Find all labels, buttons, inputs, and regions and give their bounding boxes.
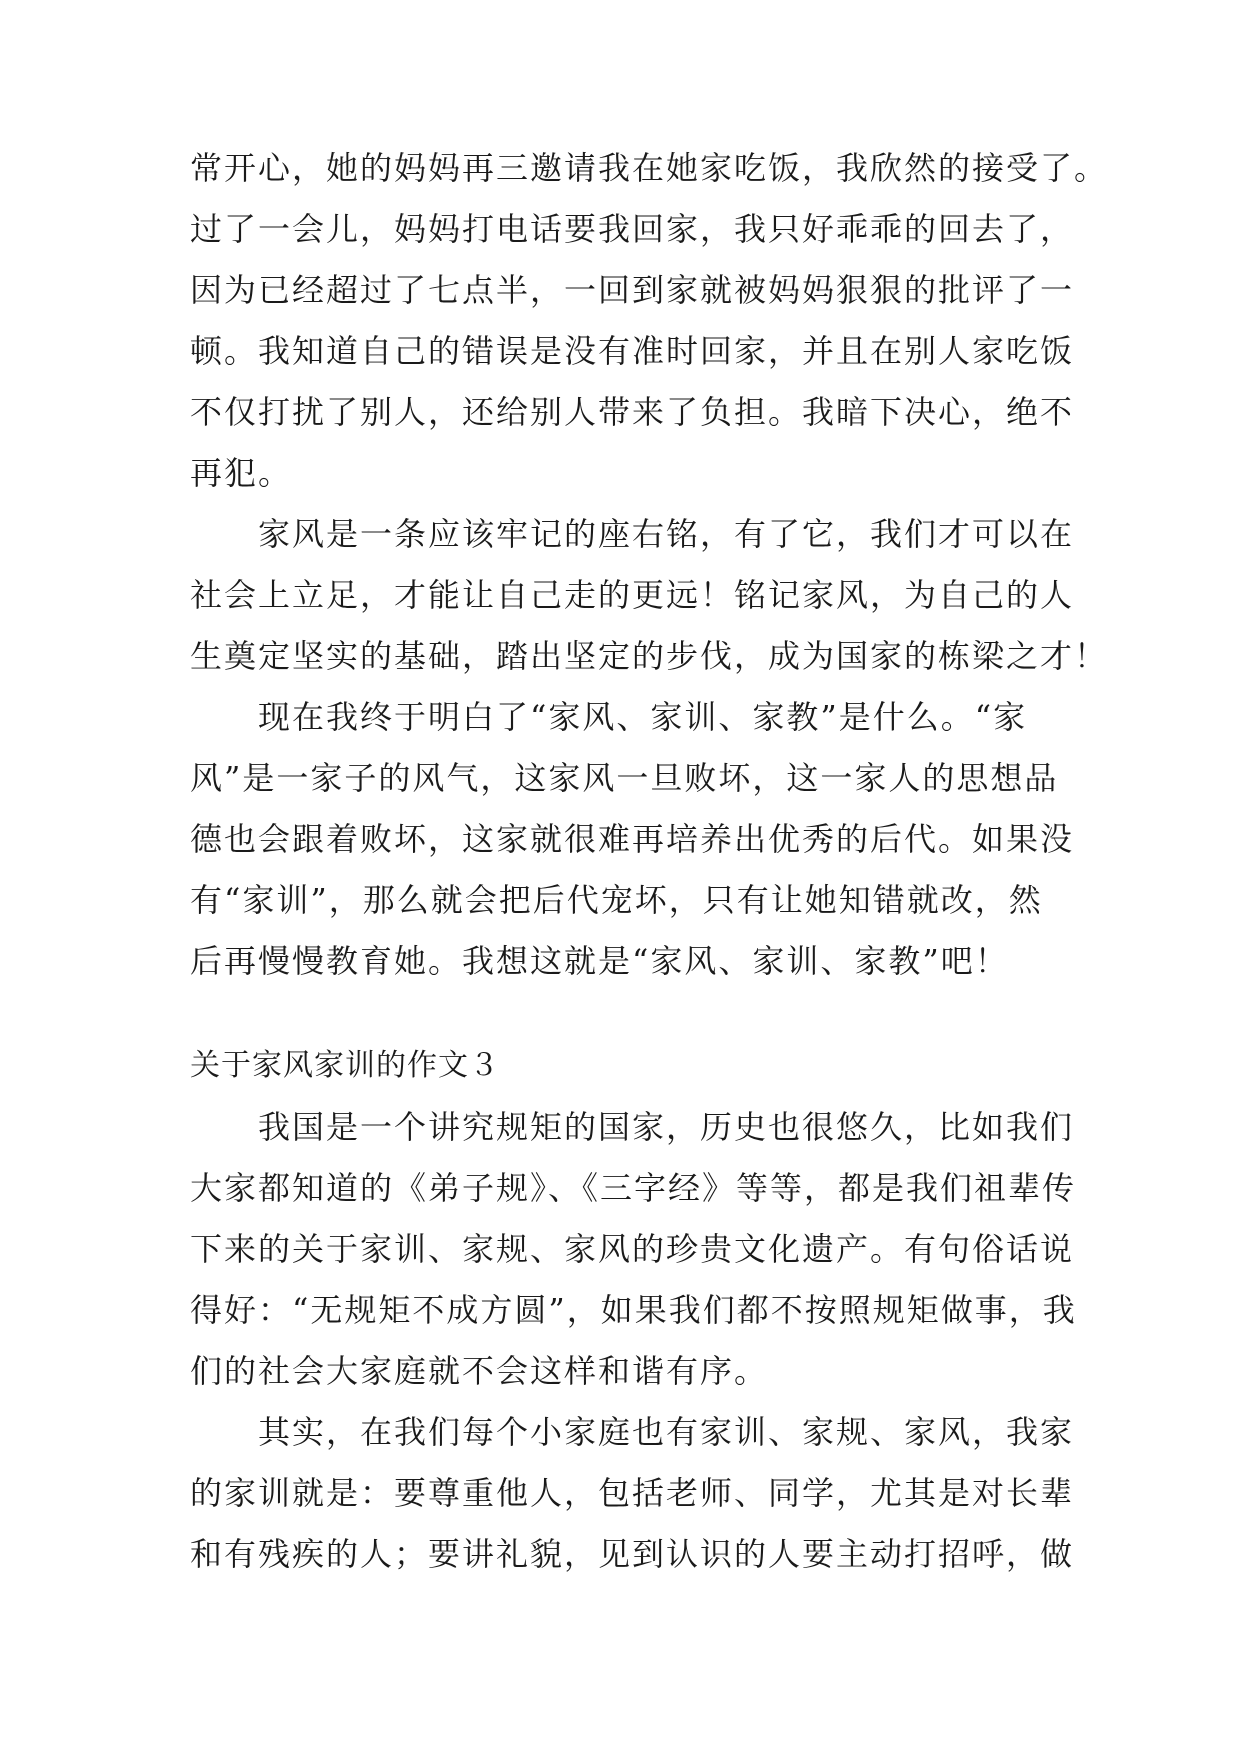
- text-line: 下来的关于家训、家规、家风的珍贵文化遗产。有句俗话说: [190, 1230, 1075, 1268]
- text-line: 和有残疾的人；要讲礼貌，见到认识的人要主动打招呼，做: [190, 1535, 1075, 1573]
- text-line: 因为已经超过了七点半，一回到家就被妈妈狠狠的批评了一: [190, 271, 1075, 309]
- text-line: 现在我终于明白了“家风、家训、家教”是什么。“家: [190, 698, 1028, 736]
- text-line: 风”是一家子的风气，这家风一旦败坏，这一家人的思想品: [190, 759, 1059, 797]
- text-line: 过了一会儿，妈妈打电话要我回家，我只好乖乖的回去了，: [190, 210, 1075, 248]
- text-line: 我国是一个讲究规矩的国家，历史也很悠久，比如我们: [190, 1108, 1075, 1146]
- text-line: 有“家训”，那么就会把后代宠坏，只有让她知错就改，然: [190, 881, 1043, 919]
- text-line: 顿。我知道自己的错误是没有准时回家，并且在别人家吃饭: [190, 332, 1075, 370]
- text-line: 常开心，她的妈妈再三邀请我在她家吃饭，我欣然的接受了。: [190, 149, 1109, 187]
- text-line: 社会上立足，才能让自己走的更远！铭记家风，为自己的人: [190, 576, 1075, 614]
- text-line: 们的社会大家庭就不会这样和谐有序。: [190, 1352, 769, 1390]
- text-line: 生奠定坚实的基础，踏出坚定的步伐，成为国家的栋梁之才！: [190, 637, 1109, 675]
- text-line: 得好：“无规矩不成方圆”，如果我们都不按照规矩做事，我: [190, 1291, 1077, 1329]
- text-line: 再犯。: [190, 454, 293, 492]
- section-heading: 关于家风家训的作文３: [190, 1048, 500, 1083]
- text-line: 家风是一条应该牢记的座右铭，有了它，我们才可以在: [190, 515, 1075, 553]
- text-line: 德也会跟着败坏，这家就很难再培养出优秀的后代。如果没: [190, 820, 1075, 858]
- text-line: 后再慢慢教育她。我想这就是“家风、家训、家教”吧！: [190, 942, 1009, 980]
- text-line: 不仅打扰了别人，还给别人带来了负担。我暗下决心，绝不: [190, 393, 1075, 431]
- text-line: 的家训就是：要尊重他人，包括老师、同学，尤其是对长辈: [190, 1474, 1075, 1512]
- text-line: 大家都知道的《弟子规》、《三字经》等等，都是我们祖辈传: [190, 1169, 1077, 1207]
- text-line: 其实，在我们每个小家庭也有家训、家规、家风，我家: [190, 1413, 1075, 1451]
